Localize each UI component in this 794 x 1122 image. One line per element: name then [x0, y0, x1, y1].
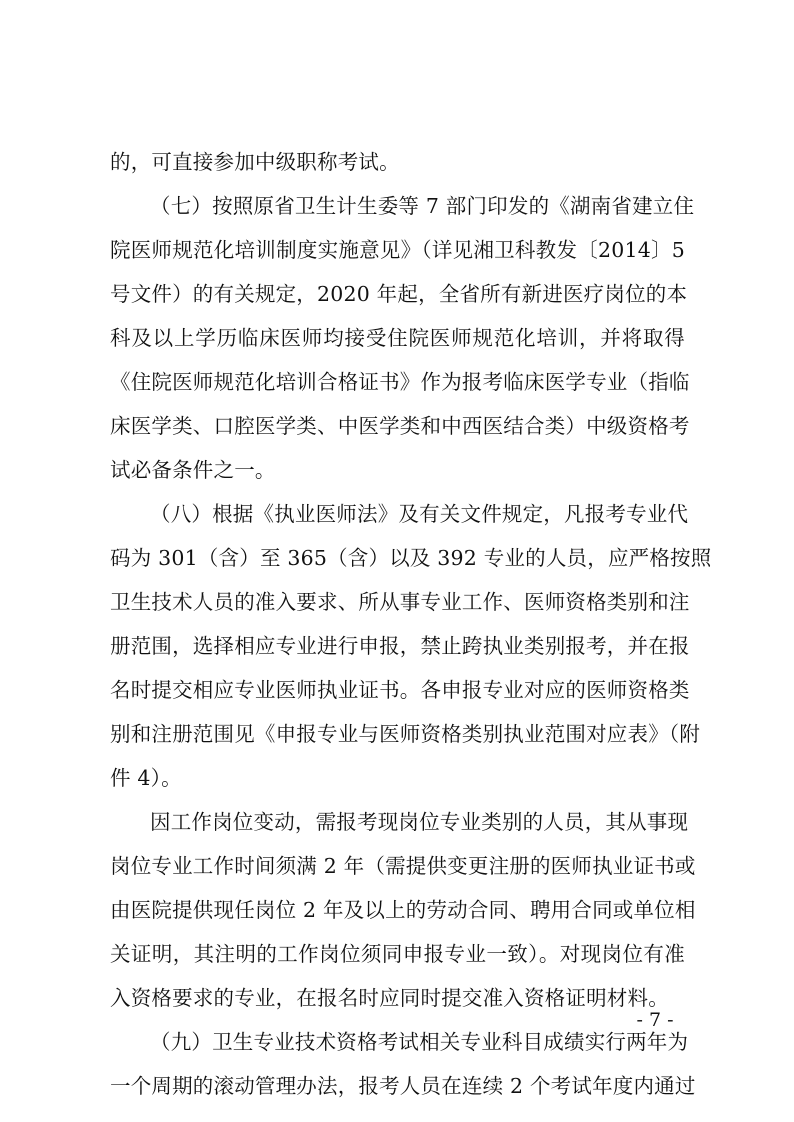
text-line-5: 科及以上学历临床医师均接受住院医师规范化培训，并将取得: [110, 326, 685, 350]
text-line-18: 由医院提供现任岗位 2 年及以上的劳动合同、聘用合同或单位相: [110, 898, 696, 922]
text-line-4: 号文件）的有关规定，2020 年起，全省所有新进医疗岗位的本: [110, 282, 688, 306]
text-line-17: 岗位专业工作时间须满 2 年（需提供变更注册的医师执业证书或: [110, 854, 696, 878]
text-line-2: （七）按照原省卫生计生委等 7 部门印发的《湖南省建立住: [150, 194, 695, 218]
text-line-7: 床医学类、口腔医学类、中医学类和中西医结合类）中级资格考: [110, 414, 690, 438]
text-line-22: 一个周期的滚动管理办法，报考人员在连续 2 个考试年度内通过: [110, 1074, 696, 1098]
text-line-20: 入资格要求的专业，在报名时应同时提交准入资格证明材料。: [110, 986, 669, 1010]
text-line-8: 试必备条件之一。: [110, 458, 276, 482]
text-line-19: 关证明，其注明的工作岗位须同申报专业一致）。对现岗位有准: [110, 942, 685, 966]
text-line-10: 码为 301（含）至 365（含）以及 392 专业的人员，应严格按照: [110, 546, 712, 570]
text-line-15: 件 4）。: [110, 766, 182, 790]
page-number: - 7 -: [636, 1009, 674, 1031]
text-line-16: 因工作岗位变动，需报考现岗位专业类别的人员，其从事现: [150, 810, 689, 834]
text-line-3: 院医师规范化培训制度实施意见》（详见湘卫科教发〔2014〕5: [110, 238, 685, 262]
text-line-1: 的，可直接参加中级职称考试。: [110, 150, 400, 174]
text-line-6: 《住院医师规范化培训合格证书》作为报考临床医学专业（指临: [110, 370, 690, 394]
text-line-12: 册范围，选择相应专业进行申报，禁止跨执业类别报考，并在报: [110, 634, 690, 658]
text-line-13: 名时提交相应专业医师执业证书。各申报专业对应的医师资格类: [110, 678, 690, 702]
text-line-11: 卫生技术人员的准入要求、所从事专业工作、医师资格类别和注: [110, 590, 690, 614]
text-line-21: （九）卫生专业技术资格考试相关专业科目成绩实行两年为: [150, 1030, 689, 1054]
text-line-9: （八）根据《执业医师法》及有关文件规定，凡报考专业代: [150, 502, 689, 526]
text-line-14: 别和注册范围见《申报专业与医师资格类别执业范围对应表》（附: [110, 722, 701, 746]
